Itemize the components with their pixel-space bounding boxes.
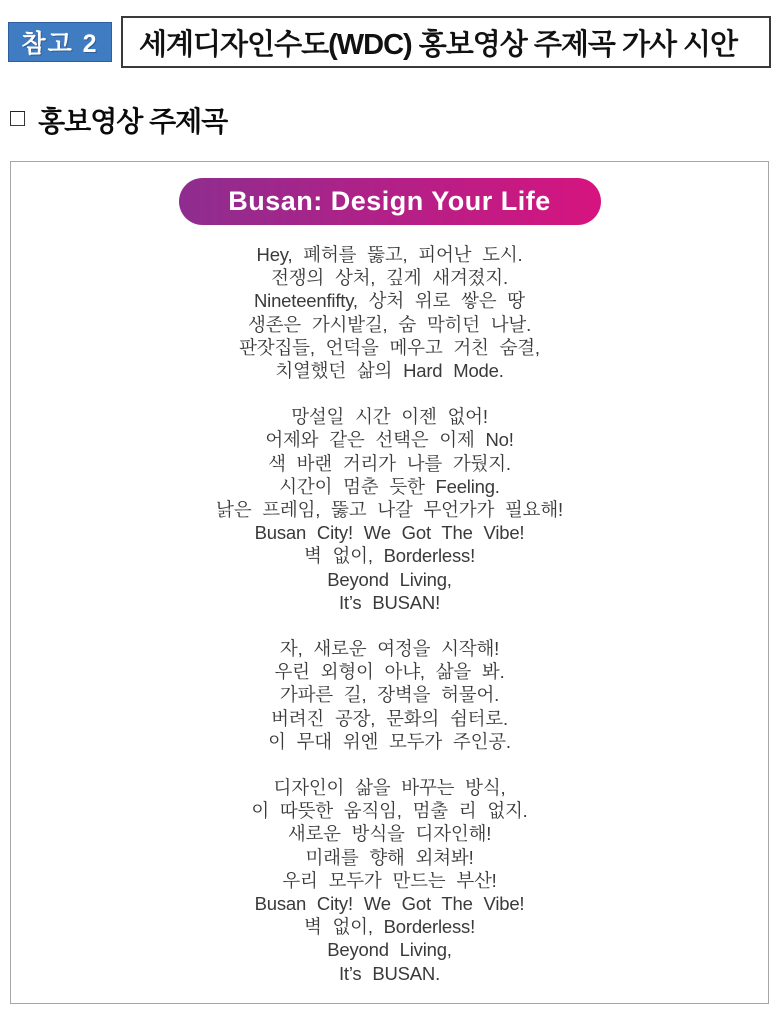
document-page bbox=[0, 14, 779, 1020]
section-heading bbox=[10, 100, 779, 140]
lyric-line: 전쟁의 상처, 깊게 새겨졌지. bbox=[271, 267, 508, 289]
lyric-line: 우리 모두가 만드는 부산! bbox=[282, 869, 497, 891]
section-heading-label: 홍보영상 주제곡 bbox=[38, 106, 228, 137]
lyric-line: 판잣집들, 언덕을 메우고 거친 숨결, bbox=[239, 336, 540, 358]
song-title-banner: Busan: Design Your Life bbox=[179, 178, 601, 225]
document-title: 세계디자인수도(WDC) 홍보영상 주제곡 가사 시안 bbox=[139, 28, 738, 61]
lyric-line: 우린 외형이 아냐, 삶을 봐. bbox=[274, 661, 505, 683]
square-bullet-icon: □ bbox=[10, 103, 25, 132]
stanza bbox=[11, 776, 768, 985]
lyric-line: 색 바랜 거리가 나를 가뒀지. bbox=[268, 452, 511, 474]
stanza bbox=[11, 637, 768, 753]
lyric-line: Beyond Living, bbox=[327, 568, 452, 590]
stanza bbox=[11, 405, 768, 614]
reference-badge: 참고 2 bbox=[8, 22, 112, 62]
lyric-line: It’s BUSAN. bbox=[338, 962, 441, 984]
lyric-line: 치열했던 삶의 Hard Mode. bbox=[275, 360, 504, 382]
lyric-line: 이 무대 위엔 모두가 주인공. bbox=[268, 730, 511, 752]
lyric-line: 디자인이 삶을 바꾸는 방식, bbox=[273, 777, 506, 799]
lyric-line: 벽 없이, Borderless! bbox=[303, 545, 476, 567]
lyric-line: 새로운 방식을 디자인해! bbox=[287, 823, 492, 845]
lyrics-box bbox=[10, 161, 769, 1004]
lyric-line: 벽 없이, Borderless! bbox=[303, 916, 476, 938]
lyric-line: 낡은 프레임, 뚫고 나갈 무언가가 필요해! bbox=[216, 499, 563, 521]
lyric-line: 망설일 시간 이젠 없어! bbox=[291, 406, 488, 428]
lyric-line: It’s BUSAN! bbox=[338, 591, 441, 613]
lyric-line: 이 따뜻한 움직임, 멈출 리 없지. bbox=[251, 800, 528, 822]
lyric-line: Beyond Living, bbox=[327, 939, 452, 961]
lyric-line: 가파른 길, 장벽을 허물어. bbox=[279, 684, 500, 706]
lyric-line: 생존은 가시밭길, 숨 막히던 나날. bbox=[247, 313, 532, 335]
lyric-line: 버려진 공장, 문화의 쉼터로. bbox=[271, 707, 508, 729]
lyric-line: Busan City! We Got The Vibe! bbox=[254, 893, 525, 915]
lyric-line: Nineteenfifty, 상처 위로 쌓은 땅 bbox=[254, 290, 525, 312]
lyrics-container bbox=[11, 243, 768, 985]
lyric-line: Busan City! We Got The Vibe! bbox=[254, 522, 525, 544]
lyric-line: 시간이 멈춘 듯한 Feeling. bbox=[279, 475, 500, 497]
lyric-line: 자, 새로운 여정을 시작해! bbox=[279, 638, 500, 660]
stanza bbox=[11, 243, 768, 382]
document-header bbox=[8, 14, 771, 70]
title-box bbox=[121, 16, 771, 68]
lyric-line: 어제와 같은 선택은 이제 No! bbox=[265, 429, 514, 451]
lyric-line: Hey, 폐허를 뚫고, 피어난 도시. bbox=[256, 244, 523, 265]
lyric-line: 미래를 향해 외쳐봐! bbox=[305, 846, 474, 868]
